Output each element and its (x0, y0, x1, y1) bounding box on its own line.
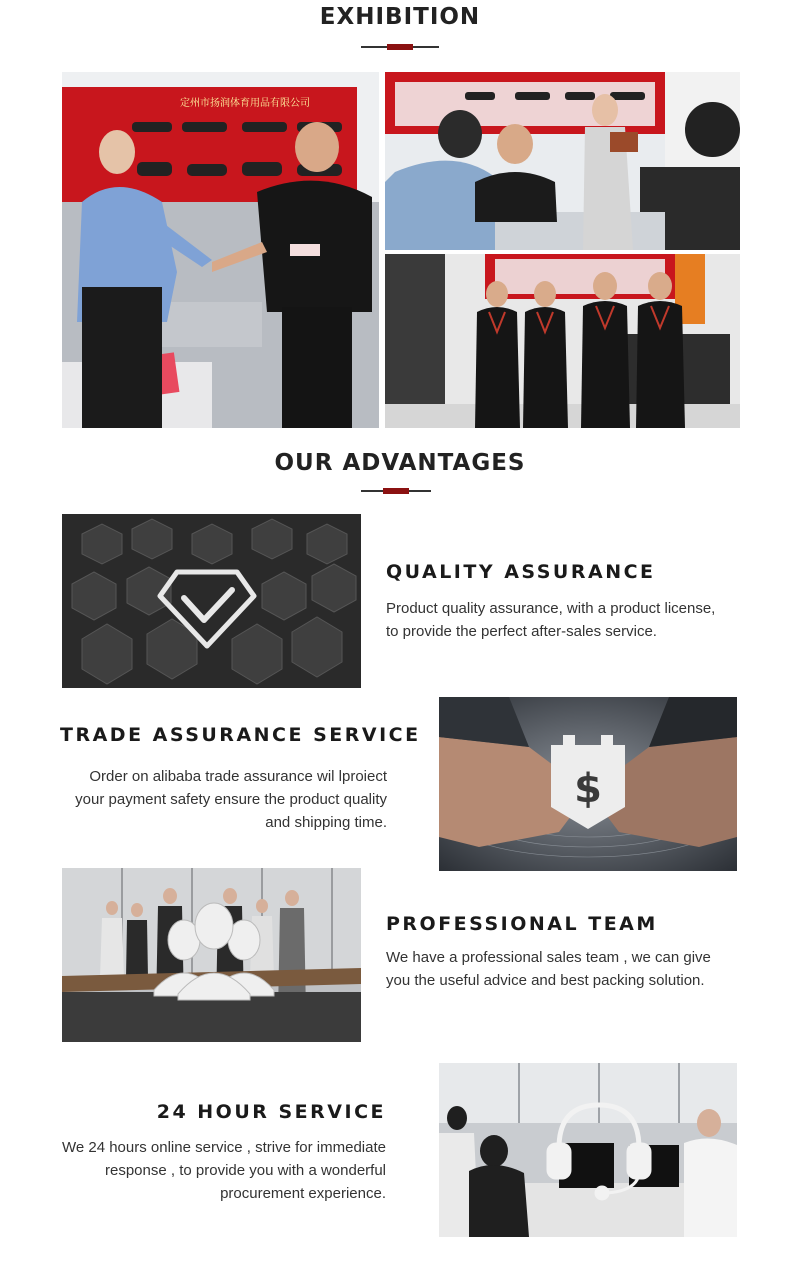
exhibition-title-divider (361, 46, 439, 48)
professional-team-desc-line-2: you the useful advice and best packing solution. (386, 972, 705, 989)
hour-service-desc-line-2: response , to provide you with a wonderful (105, 1162, 386, 1179)
trade-assurance-photo (439, 697, 737, 871)
booth-handshake-photo (62, 72, 379, 428)
advantages-title: OUR ADVANTAGES (274, 450, 526, 476)
booth-meeting-photo (385, 72, 740, 250)
hour-service-title: 24 HOUR SERVICE (156, 1101, 386, 1123)
hour-service-desc (40, 1136, 386, 1205)
booth-team-photo (385, 254, 740, 428)
quality-assurance-desc (386, 597, 746, 643)
trade-assurance-desc-line-2: your payment safety ensure the product quality (75, 791, 387, 808)
hour-service-desc-line-1: We 24 hours online service , strive for immediate (61, 1139, 386, 1156)
professional-team-title: PROFESSIONAL TEAM (386, 913, 658, 935)
advantages-title-divider (361, 490, 431, 492)
trade-assurance-desc-line-1: Order on alibaba trade assurance wil lproiect (89, 768, 387, 785)
trade-assurance-desc-line-3: and shipping time. (265, 814, 387, 831)
dollar-symbol: $ (574, 766, 602, 812)
quality-assurance-desc-line-1: Product quality assurance, with a product license, (386, 600, 716, 617)
quality-assurance-desc-line-2: to provide the perfect after-sales service. (386, 623, 657, 640)
hour-service-desc-line-3: procurement experience. (220, 1185, 386, 1202)
professional-team-photo (62, 868, 361, 1042)
quality-assurance-title: QUALITY ASSURANCE (386, 561, 656, 583)
booth-sign-text: 定州市扬润体育用品有限公司 (180, 98, 310, 109)
trade-assurance-title: TRADE ASSURANCE SERVICE (60, 724, 421, 746)
hour-service-photo (439, 1063, 737, 1237)
trade-assurance-desc (40, 765, 387, 834)
professional-team-desc (386, 946, 746, 992)
professional-team-desc-line-1: We have a professional sales team , we can give (386, 949, 711, 966)
exhibition-title: EXHIBITION (319, 4, 481, 30)
quality-assurance-photo (62, 514, 361, 688)
